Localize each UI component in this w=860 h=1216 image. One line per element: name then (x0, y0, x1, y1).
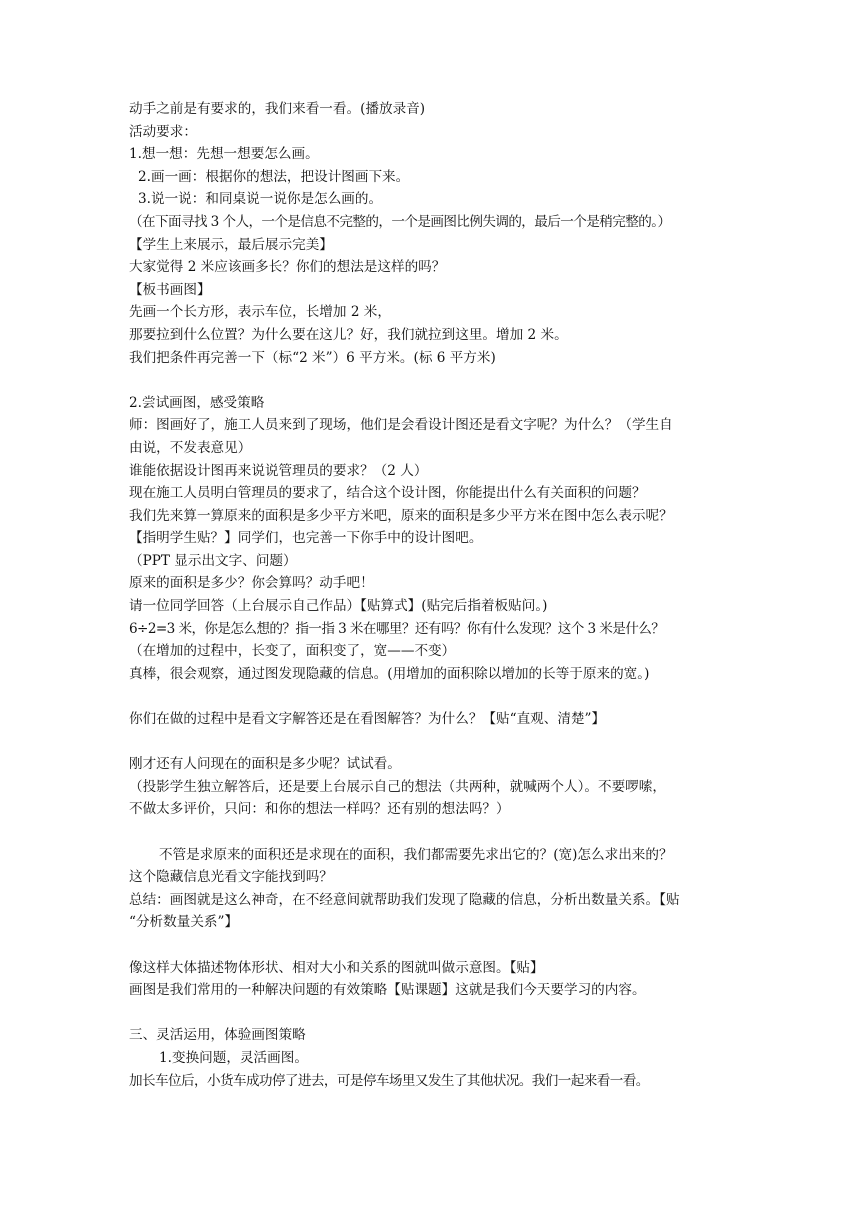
text-line: 【板书画图】 (129, 281, 211, 298)
list-item: 3.说一说：和同桌说一说你是怎么画的。 (138, 191, 383, 208)
subsection-heading: 1.变换问题，灵活画图。 (159, 1049, 308, 1066)
text-line: （在增加的过程中，长变了，面积变了，宽——不变） (129, 643, 456, 660)
text-line: 师：图画好了，施工人员来到了现场，他们是会看设计图还是看文字呢？为什么？（学生自 (129, 417, 673, 434)
text-line: 活动要求： (129, 123, 197, 140)
blank-line (129, 685, 739, 708)
text-line: 那要拉到什么位置？为什么要在这儿？好，我们就拉到这里。增加 2 米。 (129, 326, 568, 343)
text-line: 刚才还有人问现在的面积是多少呢？试试看。 (129, 756, 401, 773)
text-line: 总结：画图就是这么神奇，在不经意间就帮助我们发现了隐藏的信息，分析出数量关系。【贴 (129, 891, 680, 908)
text-line: 加长车位后，小货车成功停了进去，可是停车场里又发生了其他状况。我们一起来看一看。 (129, 1072, 649, 1089)
blank-line (129, 821, 739, 844)
section-heading: 2.尝试画图，感受策略 (129, 394, 265, 411)
text-line: （投影学生独立解答后，还是要上台展示自己的想法（共两种，就喊两个人）。不要啰嗦， (129, 778, 666, 795)
text-line: 原来的面积是多少？你会算吗？动手吧！ (129, 575, 374, 592)
blank-line (129, 731, 739, 754)
text-line: “分析数量关系”】 (129, 914, 239, 931)
text-line: 画图是我们常用的一种解决问题的有效策略【贴课题】这就是我们今天要学习的内容。 (129, 982, 646, 999)
text-line: 像这样大体描述物体形状、相对大小和关系的图就叫做示意图。【贴】 (129, 959, 544, 976)
text-line: 真棒，很会观察，通过图发现隐藏的信息。(用增加的面积除以增加的长等于原来的宽。) (129, 665, 650, 682)
text-line: 请一位同学回答（上台展示自己作品）【贴算式】(贴完后指着板贴问。) (129, 598, 548, 615)
text-line: 这个隐藏信息光看文字能找到吗？ (129, 869, 333, 886)
text-line: 【指明学生贴？】同学们，也完善一下你手中的设计图吧。 (129, 530, 483, 547)
list-item: 2.画一画：根据你的想法，把设计图画下来。 (138, 168, 410, 185)
blank-line (129, 369, 739, 392)
text-line: 谁能依据设计图再来说说管理员的要求？（2 人） (129, 462, 428, 479)
text-line: 动手之前是有要求的，我们来看一看。(播放录音) (129, 101, 426, 117)
text-line: 由说，不发表意见） (129, 439, 252, 456)
text-line: 【学生上来展示，最后展示完美】 (129, 236, 333, 253)
list-item: 1.想一想：先想一想要怎么画。 (129, 146, 319, 163)
blank-line (129, 934, 739, 957)
text-line: 不管是求原来的面积还是求现在的面积，我们都需要先求出它的？(宽)怎么求出来的？ (159, 846, 673, 863)
blank-line (129, 1002, 739, 1025)
text-line: （在下面寻找 3 个人，一个是信息不完整的，一个是画图比例失调的，最后一个是稍完整的。） (129, 213, 671, 230)
text-line: 大家觉得 2 米应该画多长？你们的想法是这样的吗？ (129, 259, 446, 276)
text-line: 先画一个长方形，表示车位，长增加 2 米， (129, 304, 391, 321)
text-line: 我们把条件再完善一下（标“2 米”）6 平方米。(标 6 平方米) (129, 349, 496, 366)
text-line: 现在施工人员明白管理员的要求了，结合这个设计图，你能提出什么有关面积的问题？ (129, 485, 646, 502)
text-line: 6÷2=3 米，你是怎么想的？指一指 3 米在哪里？还有吗？你有什么发现？这个 3 米是什么？ (129, 620, 665, 637)
text-line: 你们在做的过程中是看文字解答还是在看图解答？为什么？【贴“直观、清楚”】 (129, 711, 606, 728)
text-line: 不做太多评价，只问：和你的想法一样吗？还有别的想法吗？） (129, 801, 510, 818)
text-line: 我们先来算一算原来的面积是多少平方米吧，原来的面积是多少平方米在图中怎么表示呢？ (129, 507, 673, 524)
section-heading: 三、灵活运用，体验画图策略 (129, 1027, 306, 1044)
text-line: （PPT 显示出文字、问题） (129, 552, 297, 569)
document-body (129, 98, 739, 1092)
